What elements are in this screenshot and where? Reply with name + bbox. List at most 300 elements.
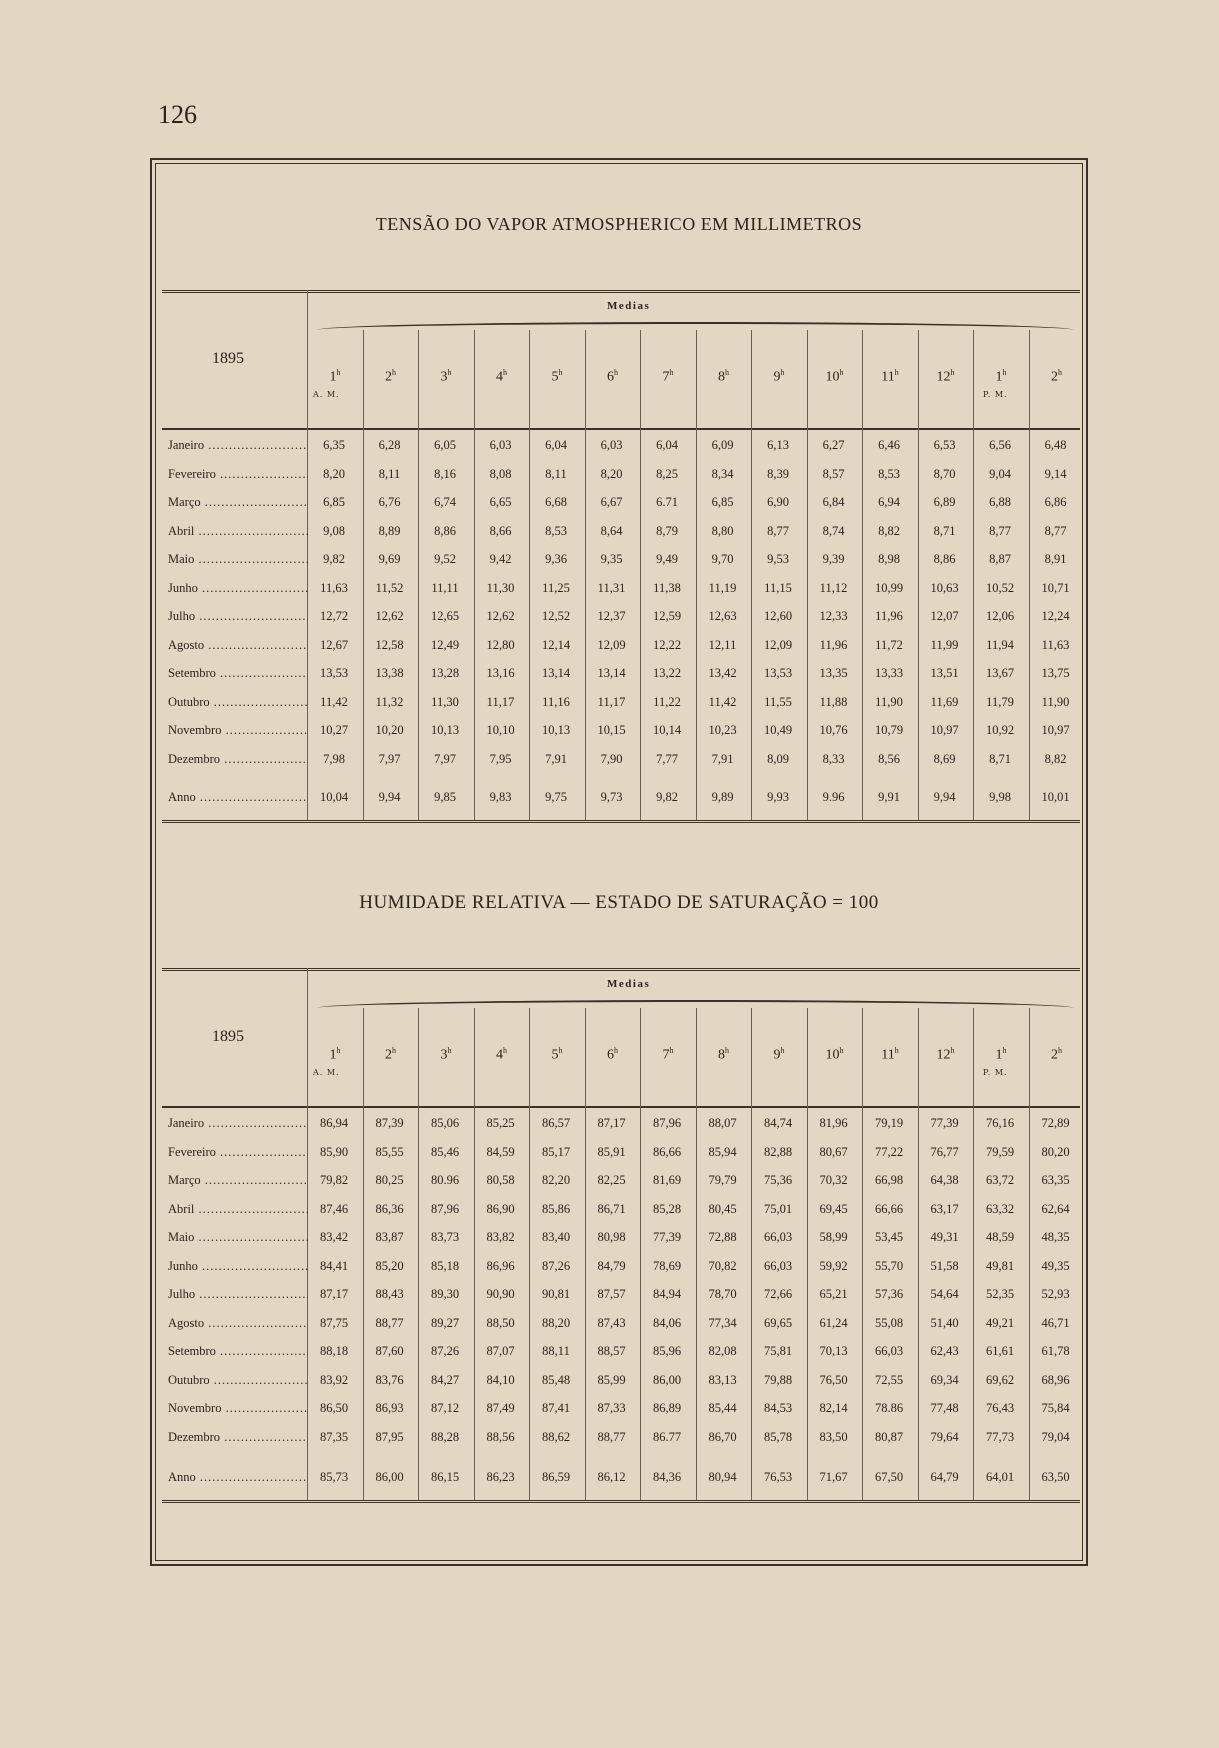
- hour-suffix: h: [614, 368, 618, 377]
- table-cell: 87,46: [319, 1201, 349, 1216]
- table-cell: 6,48: [1044, 438, 1067, 452]
- month-label: Fevereiro .....: [168, 467, 308, 482]
- hour-number: 10: [825, 1047, 840, 1063]
- table-cell: 10,99: [874, 580, 904, 595]
- table-cell: 9,52: [434, 552, 456, 566]
- table-cell: 8,11: [378, 466, 401, 481]
- table-cell: 8,74: [822, 523, 845, 538]
- annual-cell: 9,73: [600, 790, 623, 804]
- hour-number: 1: [329, 369, 337, 385]
- table-cell: 11,63: [1041, 637, 1070, 652]
- annual-cell: 9,75: [545, 790, 567, 804]
- table-cell: 89,27: [430, 1315, 460, 1330]
- table-cell: 10,92: [985, 723, 1015, 737]
- table-cell: 6,13: [767, 438, 789, 452]
- hour-number: 5: [551, 369, 559, 385]
- table-cell: 77,48: [930, 1401, 959, 1415]
- table-cell: 72,88: [708, 1230, 737, 1244]
- annual-cell: 80,94: [708, 1470, 737, 1484]
- hour-number: 12: [936, 369, 951, 385]
- table-cell: 87,49: [486, 1401, 515, 1415]
- table-cell: 10,23: [708, 723, 737, 737]
- table-cell: 88,11: [542, 1344, 570, 1358]
- table-cell: 12,07: [930, 609, 959, 623]
- table-cell: 11,22: [653, 694, 681, 709]
- table-cell: 11,55: [764, 694, 792, 709]
- table-cell: 85,06: [430, 1116, 460, 1130]
- table-cell: 77,34: [708, 1315, 737, 1330]
- table-cell: 76,16: [985, 1116, 1015, 1130]
- table-row: [162, 695, 1080, 721]
- hour-suffix: h: [392, 1046, 396, 1055]
- table-cell: 75,01: [763, 1201, 793, 1216]
- hour-header: [586, 1046, 640, 1064]
- table-cell: 6,68: [545, 495, 567, 509]
- pm-label: P. M.: [983, 1068, 1008, 1077]
- table-cell: 69,65: [763, 1315, 793, 1330]
- table-cell: 13,35: [819, 666, 848, 680]
- annual-cell: 9,93: [767, 790, 789, 804]
- table-cell: 49,81: [985, 1258, 1015, 1273]
- table-cell: 8,86: [933, 552, 956, 566]
- hour-header: [919, 1046, 973, 1064]
- table-cell: 6.71: [656, 495, 678, 509]
- hour-header: [641, 1046, 695, 1064]
- annual-row: [162, 1470, 1080, 1496]
- hour-suffix: h: [336, 1046, 341, 1055]
- table-cell: 55,70: [874, 1258, 904, 1273]
- table-cell: 8,09: [767, 751, 789, 766]
- table-cell: 87,57: [597, 1287, 626, 1301]
- page-number: 126: [158, 100, 197, 129]
- table-cell: 77,73: [985, 1429, 1015, 1444]
- table-cell: 85,86: [541, 1201, 571, 1216]
- table-cell: 12,37: [597, 609, 626, 623]
- table-cell: 88,56: [486, 1429, 515, 1444]
- table-cell: 7,91: [545, 751, 567, 766]
- hour-number: 11: [881, 369, 895, 385]
- table-cell: 84,41: [319, 1258, 349, 1273]
- table-cell: 13,14: [597, 666, 626, 680]
- annual-cell: 10,01: [1041, 790, 1070, 804]
- table-cell: 8,80: [711, 523, 734, 538]
- month-label: Setembro .....: [168, 666, 308, 681]
- table-cell: 12,24: [1041, 609, 1070, 623]
- annual-cell: 9,85: [434, 790, 456, 804]
- table-cell: 87,60: [375, 1344, 404, 1358]
- vapor-table-title: TENSÃO DO VAPOR ATMOSPHERICO EM MILLIMETROS: [375, 214, 863, 234]
- table-cell: 11,38: [653, 580, 681, 595]
- month-label: Março .....: [168, 495, 308, 510]
- table-cell: 84,59: [486, 1144, 515, 1159]
- hour-header: [641, 368, 695, 386]
- annual-cell: 85,73: [319, 1470, 349, 1484]
- table-cell: 84,06: [652, 1315, 682, 1330]
- table-cell: 87,75: [319, 1315, 349, 1330]
- month-label: Junho .....: [168, 581, 308, 596]
- table-row: [162, 638, 1080, 664]
- table-row: [162, 1430, 1080, 1456]
- table-cell: 87,12: [430, 1401, 460, 1415]
- month-label: Julho .....: [168, 609, 308, 624]
- annual-cell: 63,50: [1041, 1470, 1070, 1484]
- table-cell: 11,99: [930, 637, 959, 652]
- table-cell: 11,15: [764, 580, 792, 595]
- table-cell: 12,60: [763, 609, 793, 623]
- table-cell: 85,20: [375, 1258, 404, 1273]
- table-row: [162, 666, 1080, 692]
- hour-suffix: h: [1058, 1046, 1062, 1055]
- hour-header: [419, 368, 473, 386]
- table-cell: 10,71: [1041, 580, 1070, 595]
- hour-number: 6: [607, 369, 614, 385]
- table-cell: 84,94: [652, 1287, 682, 1301]
- table-cell: 11,79: [986, 694, 1014, 709]
- table-cell: 83,40: [541, 1230, 571, 1244]
- table-cell: 10,13: [430, 723, 460, 737]
- hour-number: 7: [662, 369, 670, 385]
- table-cell: 6,90: [767, 495, 789, 509]
- table-cell: 61,61: [985, 1344, 1015, 1358]
- table-cell: 85,17: [541, 1144, 571, 1159]
- table-cell: 10,10: [486, 723, 515, 737]
- table-cell: 10,97: [930, 723, 959, 737]
- table-cell: 87,96: [652, 1116, 682, 1130]
- table-cell: 77,39: [930, 1116, 959, 1130]
- table-cell: 11,31: [597, 580, 626, 595]
- table-cell: 6,04: [656, 438, 678, 452]
- table-cell: 88,57: [597, 1344, 626, 1358]
- annual-cell: 9,94: [378, 790, 401, 804]
- table-cell: 11,30: [431, 694, 459, 709]
- annual-cell: 9.96: [822, 790, 845, 804]
- table-row: [162, 524, 1080, 550]
- table-cell: 58,99: [819, 1230, 848, 1244]
- hour-header: [863, 368, 917, 386]
- table-cell: 66,98: [874, 1173, 904, 1187]
- hour-header: [697, 368, 751, 386]
- header-bottom-rule: [162, 428, 1080, 430]
- table-cell: 49,21: [985, 1315, 1015, 1330]
- table-cell: 51,58: [930, 1258, 959, 1273]
- hour-number: 2: [385, 369, 392, 385]
- table-cell: 6,86: [1044, 495, 1067, 509]
- hour-suffix: h: [725, 1046, 729, 1055]
- table-cell: 48,35: [1041, 1230, 1070, 1244]
- table-cell: 66,66: [874, 1201, 904, 1216]
- table-cell: 66,03: [763, 1230, 793, 1244]
- table-cell: 7,91: [711, 751, 734, 766]
- table-cell: 8,64: [600, 523, 623, 538]
- table-cell: 6,85: [323, 495, 345, 509]
- month-label: Dezembro .....: [168, 1430, 308, 1445]
- table-cell: 70,32: [819, 1173, 848, 1187]
- table-cell: 87,33: [597, 1401, 626, 1415]
- hour-number: 6: [607, 1047, 614, 1063]
- hour-header: [974, 368, 1028, 386]
- table-cell: 11,16: [542, 694, 570, 709]
- table-cell: 88,28: [430, 1429, 460, 1444]
- table-cell: 13,33: [874, 666, 904, 680]
- annual-label: Anno .....: [168, 1470, 308, 1485]
- annual-cell: 64,79: [930, 1470, 959, 1484]
- table-cell: 83,13: [708, 1372, 737, 1387]
- table-cell: 87,26: [430, 1344, 460, 1358]
- month-label: Dezembro .....: [168, 752, 308, 767]
- table-cell: 88,18: [319, 1344, 349, 1358]
- table-cell: 11,17: [597, 694, 626, 709]
- table-cell: 86,90: [486, 1201, 515, 1216]
- table-cell: 8,82: [1044, 751, 1067, 766]
- month-label: Maio .....: [168, 1230, 308, 1245]
- table-cell: 87,41: [541, 1401, 571, 1415]
- table-cell: 66,03: [874, 1344, 904, 1358]
- table-cell: 7,90: [600, 751, 623, 766]
- table-cell: 9,42: [489, 552, 512, 566]
- table-cell: 6,35: [323, 438, 345, 452]
- table-cell: 87,43: [597, 1315, 626, 1330]
- table-cell: 9,39: [822, 552, 845, 566]
- table-cell: 12,49: [430, 637, 460, 652]
- month-label: Junho .....: [168, 1259, 308, 1274]
- table-cell: 69,62: [985, 1372, 1015, 1387]
- annual-cell: 84,36: [652, 1470, 682, 1484]
- table-cell: 81,96: [819, 1116, 848, 1130]
- table-cell: 76,50: [819, 1372, 848, 1387]
- table-cell: 85,94: [708, 1144, 737, 1159]
- table-cell: 86,96: [486, 1258, 515, 1273]
- table-cell: 12,58: [375, 637, 404, 652]
- table-row: [162, 1316, 1080, 1342]
- table-cell: 85,55: [375, 1144, 404, 1159]
- table-cell: 11,25: [542, 580, 570, 595]
- hour-number: 10: [825, 369, 840, 385]
- table-row: [162, 1145, 1080, 1171]
- table-cell: 9,82: [323, 552, 345, 566]
- hour-suffix: h: [669, 1046, 674, 1055]
- table-cell: 54,64: [930, 1287, 959, 1301]
- medias-label: Medias: [607, 978, 651, 990]
- hour-number: 8: [718, 1047, 725, 1063]
- table-cell: 10,97: [1041, 723, 1070, 737]
- table-cell: 12,67: [319, 637, 349, 652]
- header-bottom-rule: [162, 1106, 1080, 1108]
- table-cell: 13,42: [708, 666, 737, 680]
- table-cell: 86.77: [652, 1429, 682, 1444]
- hour-number: 12: [936, 1047, 951, 1063]
- table-cell: 12,09: [763, 637, 793, 652]
- table-cell: 83,50: [819, 1429, 848, 1444]
- table-cell: 6,53: [933, 438, 956, 452]
- table-row: [162, 752, 1080, 778]
- table-row: [162, 1116, 1080, 1142]
- table-cell: 80,58: [486, 1173, 515, 1187]
- table-cell: 87,26: [541, 1258, 571, 1273]
- month-label: Maio .....: [168, 552, 308, 567]
- table-row: [162, 1287, 1080, 1313]
- table-cell: 8,66: [489, 523, 512, 538]
- table-cell: 68,96: [1041, 1372, 1070, 1387]
- hour-number: 11: [881, 1047, 895, 1063]
- table-cell: 12,09: [597, 637, 626, 652]
- table-cell: 77,39: [652, 1230, 682, 1244]
- table-cell: 12,62: [486, 609, 515, 623]
- table-cell: 84,74: [763, 1116, 793, 1130]
- hour-header: [475, 1046, 529, 1064]
- hour-suffix: h: [614, 1046, 618, 1055]
- annual-cell: 9,98: [989, 790, 1011, 804]
- table-cell: 80,25: [375, 1173, 404, 1187]
- table-cell: 78,70: [708, 1287, 737, 1301]
- month-label: Outubro .....: [168, 695, 308, 710]
- table-row: [162, 723, 1080, 749]
- table-cell: 63,72: [985, 1173, 1015, 1187]
- table-cell: 8,53: [878, 466, 900, 481]
- hour-suffix: h: [503, 1046, 507, 1055]
- hour-number: 1: [329, 1047, 337, 1063]
- table-cell: 87,35: [319, 1429, 349, 1444]
- hour-number: 3: [440, 1047, 448, 1063]
- hour-number: 4: [496, 1047, 503, 1063]
- table-cell: 7,97: [434, 751, 456, 766]
- table-cell: 10,27: [319, 723, 349, 737]
- table-top-rule: [162, 968, 1080, 971]
- table-cell: 13,28: [430, 666, 460, 680]
- table-cell: 6,56: [989, 438, 1011, 452]
- table-cell: 53,45: [874, 1230, 904, 1244]
- table-cell: 76,43: [985, 1401, 1015, 1415]
- table-cell: 10,63: [930, 580, 959, 595]
- hour-header: [752, 1046, 806, 1064]
- table-cell: 46,71: [1041, 1315, 1070, 1330]
- table-cell: 75,84: [1041, 1401, 1070, 1415]
- table-cell: 57,36: [874, 1287, 904, 1301]
- table-cell: 11,11: [431, 580, 459, 595]
- table-cell: 85,44: [708, 1401, 737, 1415]
- table-cell: 11,72: [875, 637, 903, 652]
- table-cell: 10,20: [375, 723, 404, 737]
- annual-cell: 86,59: [541, 1470, 571, 1484]
- hour-number: 2: [1051, 369, 1058, 385]
- table-cell: 9,69: [378, 552, 401, 566]
- hour-header: [419, 1046, 473, 1064]
- table-cell: 85,96: [652, 1344, 682, 1358]
- table-cell: 12,59: [652, 609, 682, 623]
- table-cell: 78,69: [652, 1258, 682, 1273]
- hour-suffix: h: [725, 368, 729, 377]
- hour-suffix: h: [336, 368, 341, 377]
- table-cell: 8,33: [822, 751, 845, 766]
- table-cell: 7,98: [323, 751, 345, 766]
- table-cell: 69,34: [930, 1372, 959, 1387]
- table-cell: 49,35: [1041, 1258, 1070, 1273]
- table-cell: 13,51: [930, 666, 959, 680]
- table-cell: 80,87: [874, 1429, 904, 1444]
- table-row: [162, 495, 1080, 521]
- hour-number: 1: [995, 1047, 1003, 1063]
- annual-cell: 9,83: [489, 790, 512, 804]
- table-cell: 80,45: [708, 1201, 737, 1216]
- month-label: Novembro .....: [168, 1401, 308, 1416]
- table-cell: 8,89: [378, 523, 401, 538]
- table-cell: 51,40: [930, 1315, 959, 1330]
- table-cell: 10,76: [819, 723, 848, 737]
- hour-header: [364, 1046, 418, 1064]
- table-cell: 10,49: [763, 723, 793, 737]
- table-row: [162, 1173, 1080, 1199]
- table-cell: 12,22: [652, 637, 682, 652]
- hour-suffix: h: [669, 368, 674, 377]
- table-cell: 9,36: [545, 552, 567, 566]
- hour-header: [475, 368, 529, 386]
- hour-suffix: h: [894, 368, 899, 377]
- annual-cell: 9,94: [933, 790, 956, 804]
- table-cell: 49,31: [930, 1230, 959, 1244]
- table-cell: 72,89: [1041, 1116, 1070, 1130]
- table-cell: 88,20: [541, 1315, 571, 1330]
- table-cell: 85,25: [486, 1116, 515, 1130]
- hour-header: [1030, 1046, 1084, 1064]
- table-cell: 85,46: [430, 1144, 460, 1159]
- hour-number: 9: [773, 1047, 781, 1063]
- table-cell: 8,82: [878, 523, 900, 538]
- table-cell: 87,07: [486, 1344, 515, 1358]
- month-label: Novembro .....: [168, 723, 308, 738]
- hour-number: 5: [551, 1047, 559, 1063]
- table-cell: 8,86: [434, 523, 456, 538]
- hour-number: 3: [440, 369, 448, 385]
- table-cell: 83,73: [430, 1230, 460, 1244]
- year-label: 1895: [212, 350, 244, 367]
- table-cell: 85,48: [541, 1372, 571, 1387]
- annual-cell: 86,00: [375, 1470, 404, 1484]
- table-cell: 89,30: [430, 1287, 460, 1301]
- table-cell: 85,99: [597, 1372, 626, 1387]
- table-row: [162, 1259, 1080, 1285]
- table-cell: 8,79: [656, 523, 678, 538]
- table-cell: 88,62: [541, 1429, 571, 1444]
- hour-header: [808, 1046, 862, 1064]
- annual-cell: 86,23: [486, 1470, 515, 1484]
- table-cell: 11,42: [320, 694, 348, 709]
- table-cell: 6,65: [489, 495, 512, 509]
- table-cell: 64,38: [930, 1173, 959, 1187]
- table-cell: 79,04: [1041, 1429, 1070, 1444]
- table-cell: 8,98: [878, 552, 900, 566]
- table-cell: 81,69: [652, 1173, 682, 1187]
- hour-suffix: h: [780, 368, 785, 377]
- table-cell: 13,16: [486, 666, 515, 680]
- table-cell: 82,25: [597, 1173, 626, 1187]
- table-cell: 8,08: [489, 466, 512, 481]
- table-cell: 66,03: [763, 1258, 793, 1273]
- table-cell: 6,28: [378, 438, 401, 452]
- table-cell: 6,84: [822, 495, 845, 509]
- table-bottom-rule: [162, 820, 1080, 823]
- table-cell: 10,79: [874, 723, 904, 737]
- medias-label: Medias: [607, 300, 651, 312]
- hour-suffix: h: [558, 368, 563, 377]
- table-cell: 75,36: [763, 1173, 793, 1187]
- table-cell: 59,92: [819, 1258, 848, 1273]
- hour-suffix: h: [447, 1046, 452, 1055]
- table-cell: 10,52: [985, 580, 1015, 595]
- month-label: Outubro .....: [168, 1373, 308, 1388]
- humidity-table-title: HUMIDADE RELATIVA — ESTADO DE SATURAÇÃO = 100: [359, 892, 879, 913]
- hour-number: 4: [496, 369, 503, 385]
- table-cell: 72,55: [874, 1372, 904, 1387]
- table-cell: 72,66: [763, 1287, 793, 1301]
